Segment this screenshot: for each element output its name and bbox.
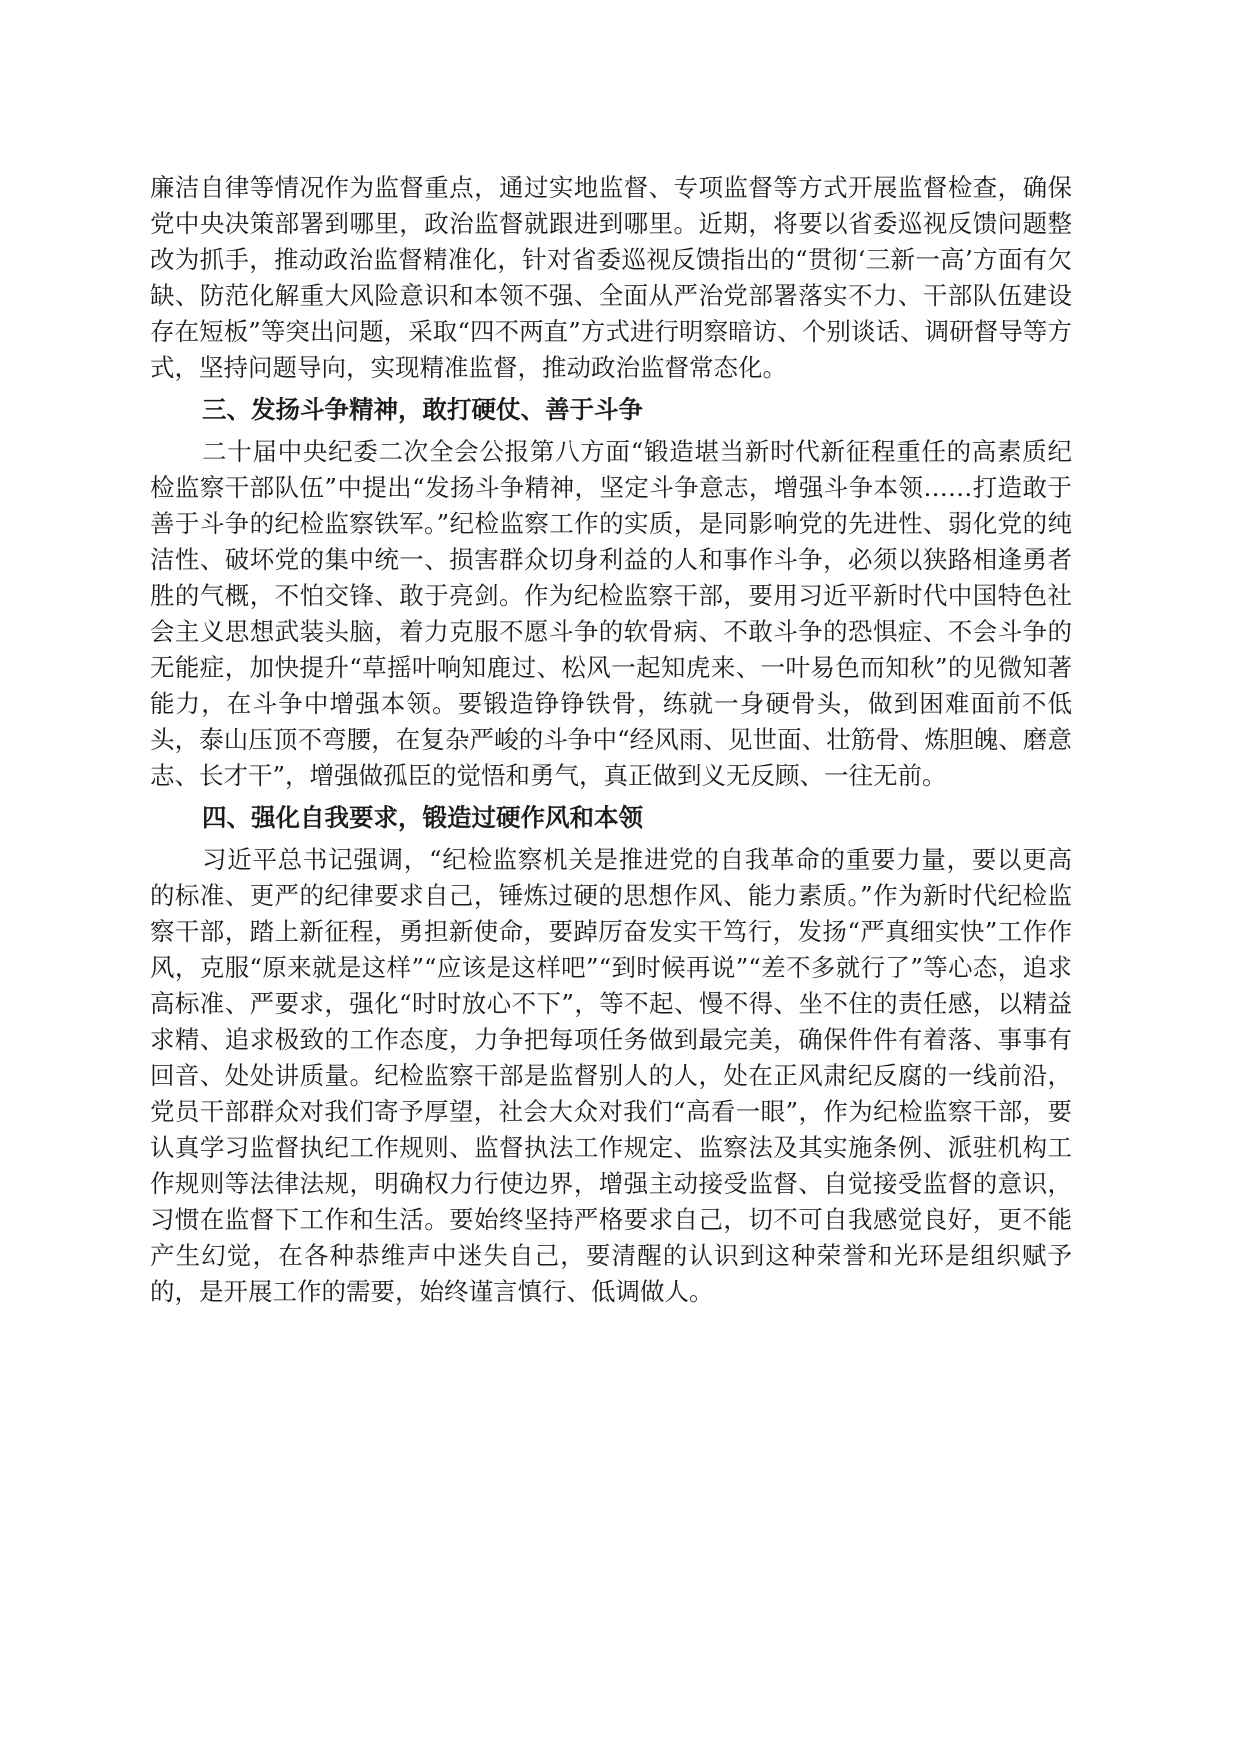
section-3-heading: 三、发扬斗争精神，敢打硬仗、善于斗争 [202, 395, 643, 424]
section-4-heading: 四、强化自我要求，锻造过硬作风和本领 [202, 803, 643, 832]
document-page [150, 170, 1072, 1310]
section-4-body: 习近平总书记强调，“纪检监察机关是推进党的自我革命的重要力量，要以更高的标准、更严的纪律要求自己，锤炼过硬的思想作风、能力素质。”作为新时代纪检监察干部，踏上新征程，勇担新使命，要踔厉奋发实干笃行，发扬“严真细实快”工作作风，克服“原来就是这样”“应该是这样吧”“到时候再说”“差不多就行了”等心态，追求高标准、严要求，强化“时时放心不下”，等不起、慢不得、坐不住的责任感，以精益求精、追求极致的工作态度，力争把每项任务做到最完美，确保件件有着落、事事有回音、处处讲质量。纪检监察干部是监督别人的人，处在正风肃纪反腐的一线前沿，党员干部群众对我们寄予厚望，社会大众对我们“高看一眼”，作为纪检监察干部，要认真学习监督执纪工作规则、监督执法工作规定、监察法及其实施条例、派驻机构工作规则等法律法规，明确权力行使边界，增强主动接受监督、自觉接受监督的意识，习惯在监督下工作和生活。要始终坚持严格要求自己，切不可自我感觉良好，更不能产生幻觉，在各种恭维声中迷失自己，要清醒的认识到这种荣誉和光环是组织赋予的，是开展工作的需要，始终谨言慎行、低调做人。 [150, 845, 1072, 1306]
paragraph-continued: 廉洁自律等情况作为监督重点，通过实地监督、专项监督等方式开展监督检查，确保党中央决策部署到哪里，政治监督就跟进到哪里。近期，将要以省委巡视反馈问题整改为抓手，推动政治监督精准化，针对省委巡视反馈指出的“贯彻‘三新一高’方面有欠缺、防范化解重大风险意识和本领不强、全面从严治党部署落实不力、干部队伍建设存在短板”等突出问题，采取“四不两直”方式进行明察暗访、个别谈话、调研督导等方式，坚持问题导向，实现精准监督，推动政治监督常态化。 [150, 173, 1072, 382]
section-3-body: 二十届中央纪委二次全会公报第八方面“锻造堪当新时代新征程重任的高素质纪检监察干部队伍”中提出“发扬斗争精神，坚定斗争意志，增强斗争本领……打造敢于善于斗争的纪检监察铁军。”纪检监察工作的实质，是同影响党的先进性、弱化党的纯洁性、破坏党的集中统一、损害群众切身利益的人和事作斗争，必须以狭路相逢勇者胜的气概，不怕交锋、敢于亮剑。作为纪检监察干部，要用习近平新时代中国特色社会主义思想武装头脑，着力克服不愿斗争的软骨病、不敢斗争的恐惧症、不会斗争的无能症，加快提升“草摇叶响知鹿过、松风一起知虎来、一叶易色而知秋”的见微知著能力，在斗争中增强本领。要锻造铮铮铁骨，练就一身硬骨头，做到困难面前不低头，泰山压顶不弯腰，在复杂严峻的斗争中“经风雨、见世面、壮筋骨、炼胆魄、磨意志、长才干”，增强做孤臣的觉悟和勇气，真正做到义无反顾、一往无前。 [150, 437, 1072, 790]
